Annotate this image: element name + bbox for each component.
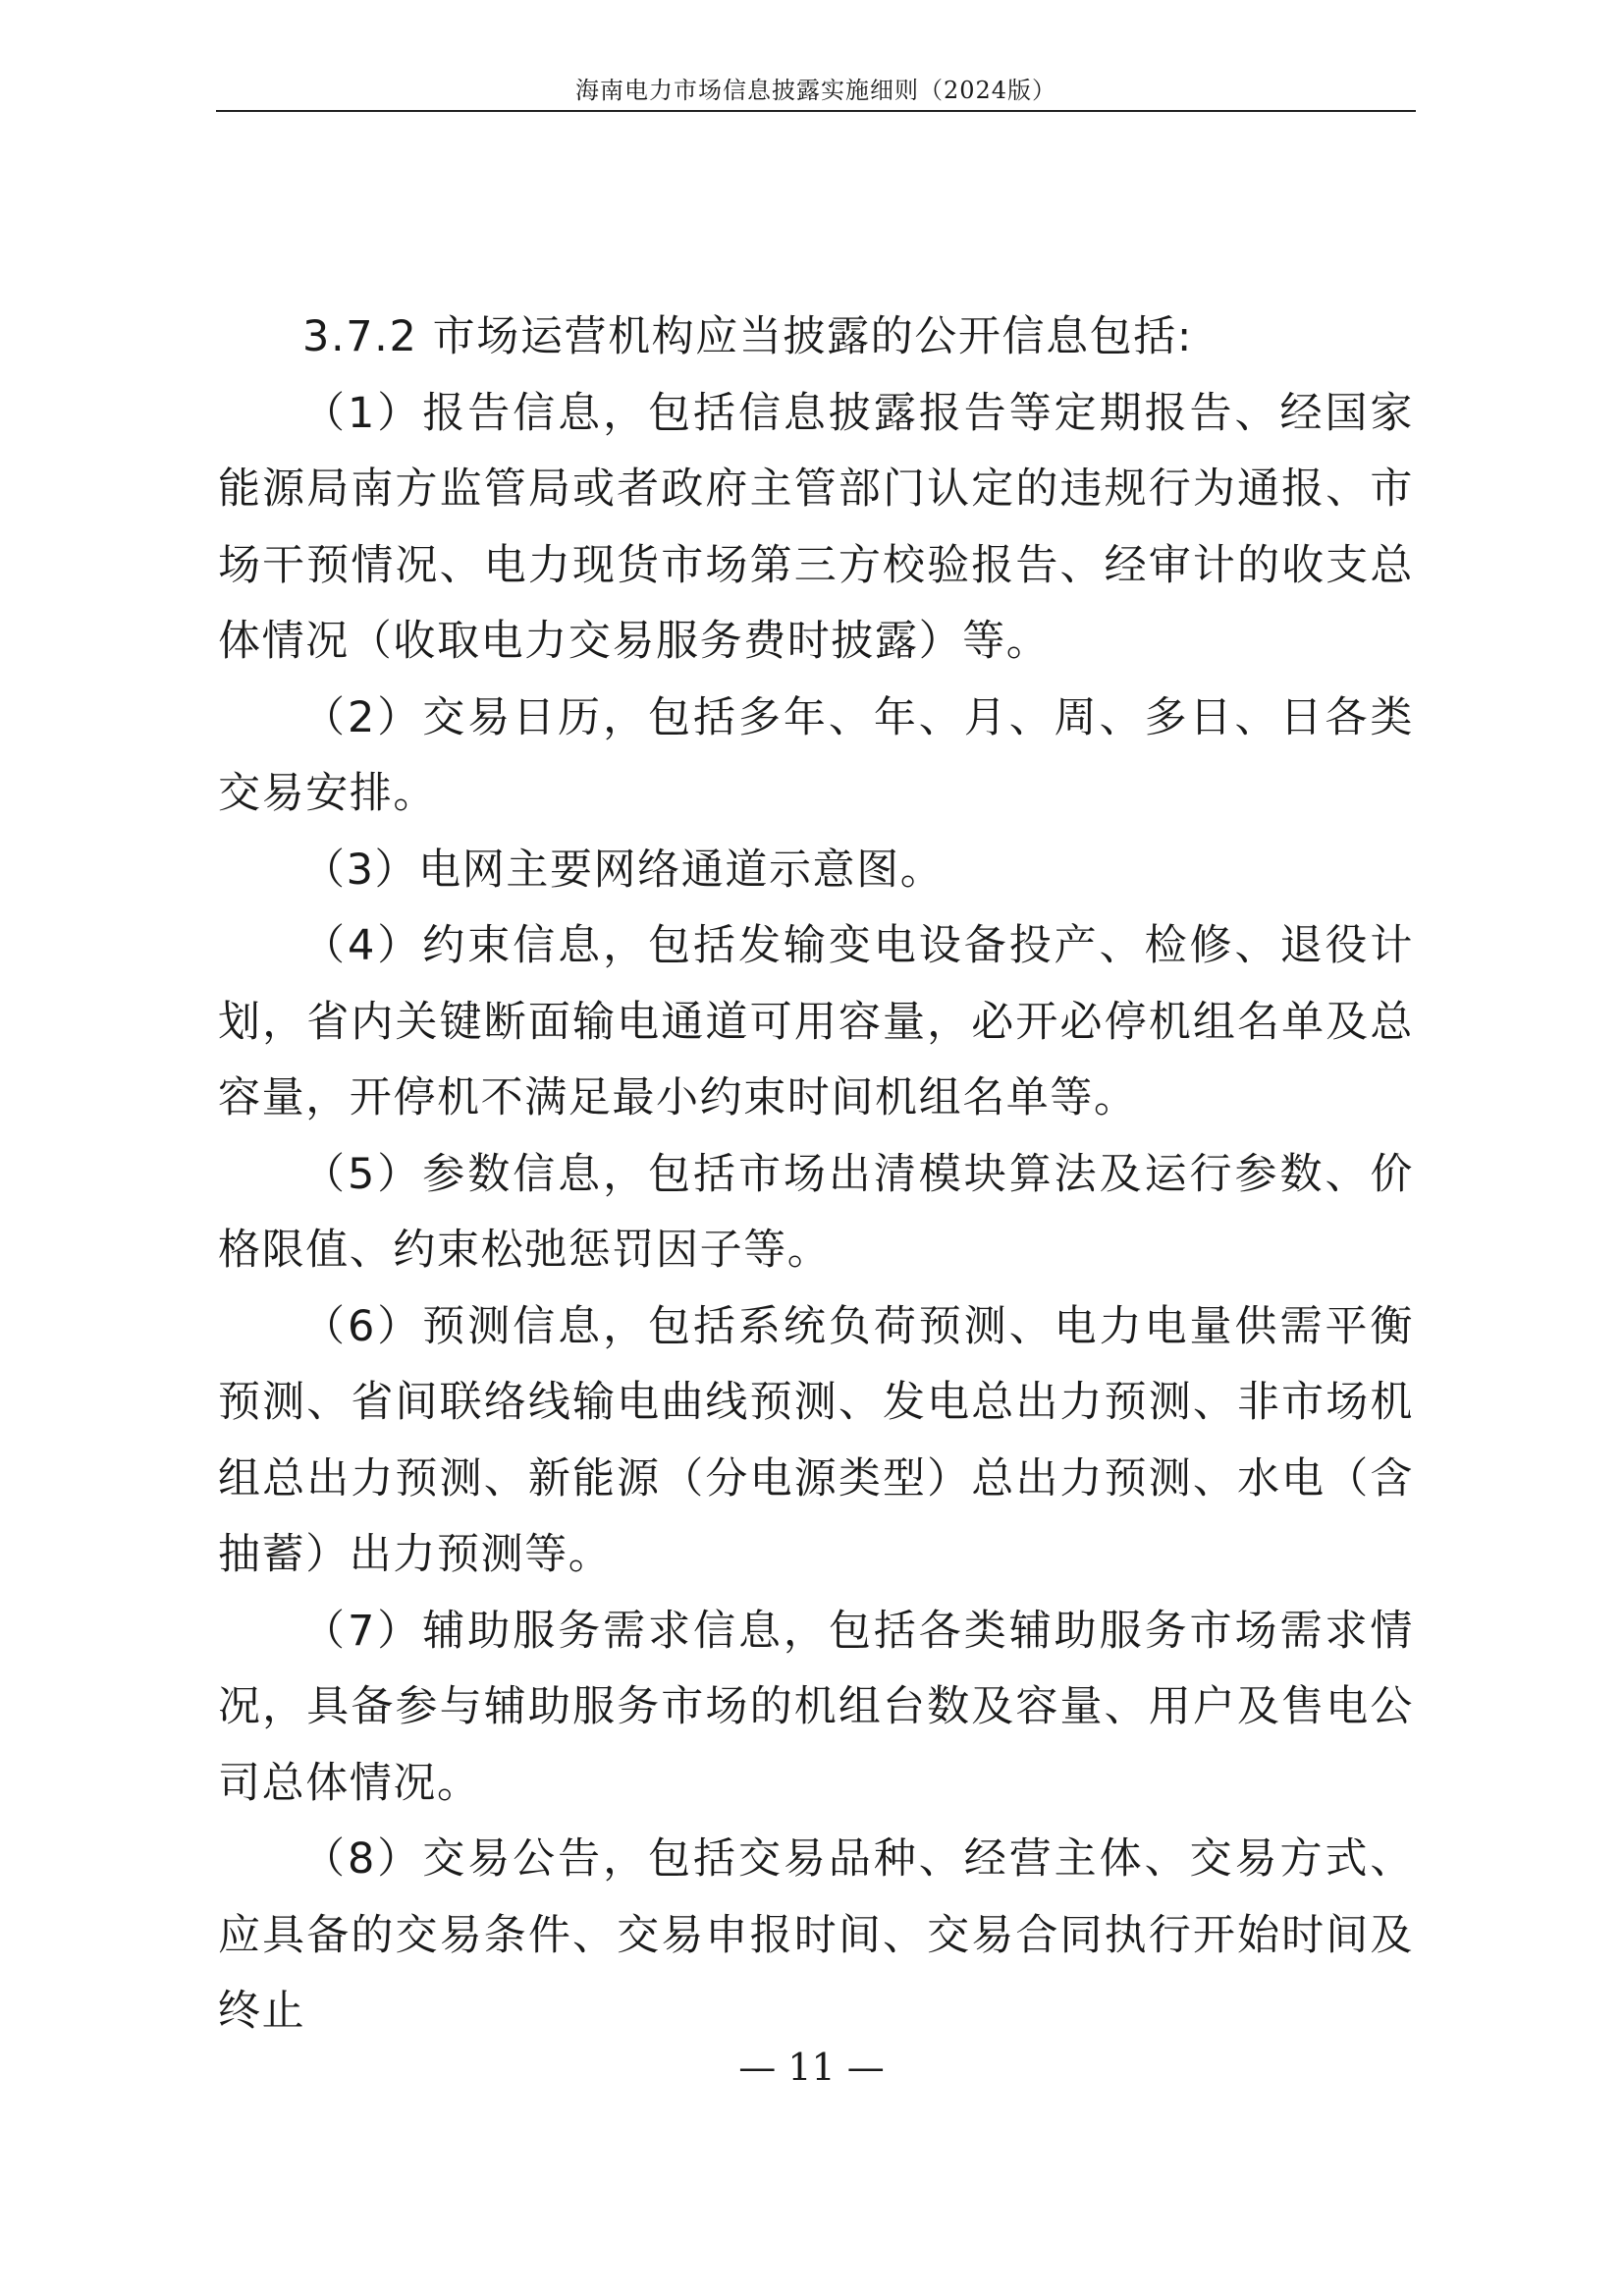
paragraph-item-8: （8）交易公告，包括交易品种、经营主体、交易方式、应具备的交易条件、交易申报时间、交易合同执行开始时间及终止	[218, 1834, 1414, 2036]
paragraph-item-4: （4）约束信息，包括发输变电设备投产、检修、退役计划，省内关键断面输电通道可用容量，必开必停机组名单及总容量，开停机不满足最小约束时间机组名单等。	[218, 921, 1414, 1122]
header-divider	[216, 110, 1416, 112]
paragraph-section-heading: 3.7.2 市场运营机构应当披露的公开信息包括:	[302, 312, 1193, 361]
paragraph-item-5: （5）参数信息，包括市场出清模块算法及运行参数、价格限值、约束松弛惩罚因子等。	[218, 1149, 1414, 1275]
paragraph-item-7: （7）辅助服务需求信息，包括各类辅助服务市场需求情况，具备参与辅助服务市场的机组台数及容量、用户及售电公司总体情况。	[218, 1606, 1414, 1808]
paragraph-item-1: （1）报告信息，包括信息披露报告等定期报告、经国家能源局南方监管局或者政府主管部门认定的违规行为通报、市场干预情况、电力现货市场第三方校验报告、经审计的收支总体情况（收取电力交易服务费时披露）等。	[218, 388, 1414, 666]
paragraph-item-3: （3）电网主要网络通道示意图。	[302, 845, 945, 895]
paragraph-item-2: （2）交易日历，包括多年、年、月、周、多日、日各类交易安排。	[218, 692, 1414, 818]
running-header-title: 海南电力市场信息披露实施细则（2024版）	[574, 77, 1057, 104]
paragraph-item-6: （6）预测信息，包括系统负荷预测、电力电量供需平衡预测、省间联络线输电曲线预测、发电总出力预测、非市场机组总出力预测、新能源（分电源类型）总出力预测、水电（含抽蓄）出力预测等。	[218, 1301, 1414, 1579]
page-number: — 11 —	[738, 2046, 885, 2089]
document-body	[218, 300, 1414, 2050]
